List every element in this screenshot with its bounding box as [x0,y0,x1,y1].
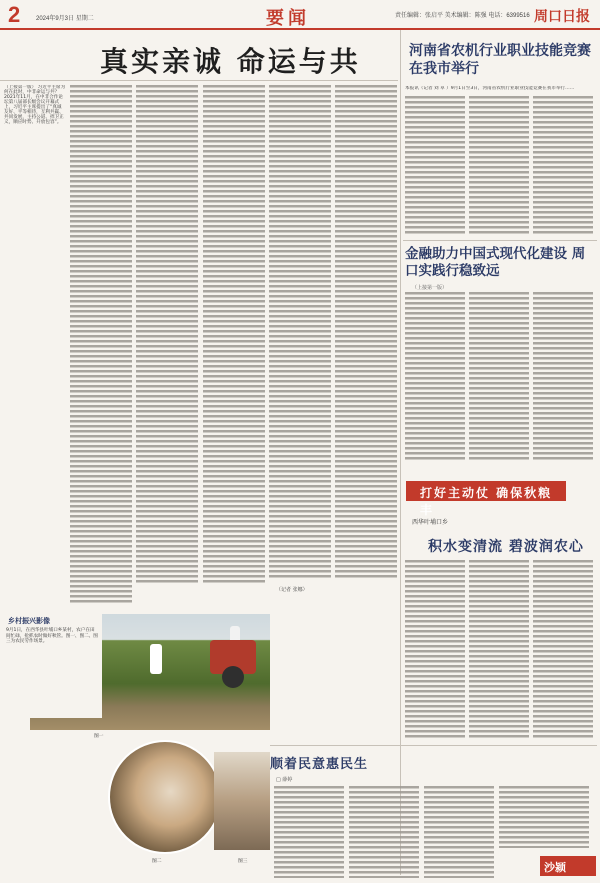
text-column [469,560,529,740]
text-column [274,786,344,878]
divider [403,240,597,241]
tractor-tire [222,666,244,688]
right-mid-kicker: （上接第一版） [412,285,448,291]
text-column [349,786,419,878]
text-column [533,292,593,462]
byline: （记者 张娜） [276,587,308,593]
text-column [269,85,331,580]
right-mid-headline: 金融助力中国式现代化建设 周口实践行稳致远 [405,246,586,279]
text-column [533,96,593,236]
column-logo-text: 沙颍 [544,861,566,874]
text-column [335,85,397,580]
text-column [469,292,529,462]
right-top-headline: 河南省农机行业职业技能竞赛在我市举行 [409,43,591,77]
newspaper-logo: 周口日报 [534,9,590,25]
text-column [405,96,465,236]
text-column [203,85,265,585]
figure-label: 图二 [152,859,162,864]
text-column [405,560,465,740]
page-header [0,0,600,30]
lead-body-text: （上接第一版） 习近平主席为何在此时，中非命运与共？ 2021年11月，在中非合作论坛第八届部长级会议开幕式上，习近平主席提出了“真诚友好、平等相待，互利共赢、共同发展，主持公道、捍卫正义，顺应时势、开放包容”。 [4,85,66,125]
portrait-photo-circle [108,740,222,854]
farmer-figure [150,644,162,674]
text-column [424,786,494,878]
bottom-headline: 顺着民意惠民生 [270,757,369,772]
right-top-first-line: 本报讯（记者 刘 卓 ）9月1日至3日，河南省农机行业职业技能竞赛在我市举行…… [405,86,575,91]
issue-date: 2024年9月3日 星期二 [36,16,94,22]
photo-caption: 9月1日，在西华县叶埔口乡某村，农户在田间忙碌，抢抓农时做好秋管。图一、图二、图三为农民劳作场景。 [6,628,98,645]
photo-section-tag: 乡村振兴影像 [8,616,50,625]
column-rule [400,30,401,875]
slogan-banner [406,481,566,517]
text-column [469,96,529,236]
lead-headline: 真实亲诚 命运与共 [100,45,361,78]
column-logo [540,856,596,876]
text-column [405,292,465,462]
text-column [499,786,589,848]
text-column [533,560,593,740]
figure-label: 图三 [238,859,248,864]
figure-label: 图一 [94,734,104,739]
slogan-text: 打好主动仗 确保秋粮丰 [420,486,553,517]
divider [0,80,398,81]
worker-photo [214,752,270,850]
right-bottom-headline: 积水变清流 碧波润农心 [428,539,584,555]
text-column [136,85,198,585]
bottom-article-author: □ 薛婷 [276,777,293,783]
section-title: 要闻 [266,8,310,29]
right-bottom-subhead: 西华叶埔口乡 [412,519,449,526]
divider [270,745,597,746]
text-column [70,85,132,605]
page-number: 2 [8,2,21,27]
editor-line: 责任编辑：张启平 美术编辑：陈强 电话：6399516 [395,13,530,19]
